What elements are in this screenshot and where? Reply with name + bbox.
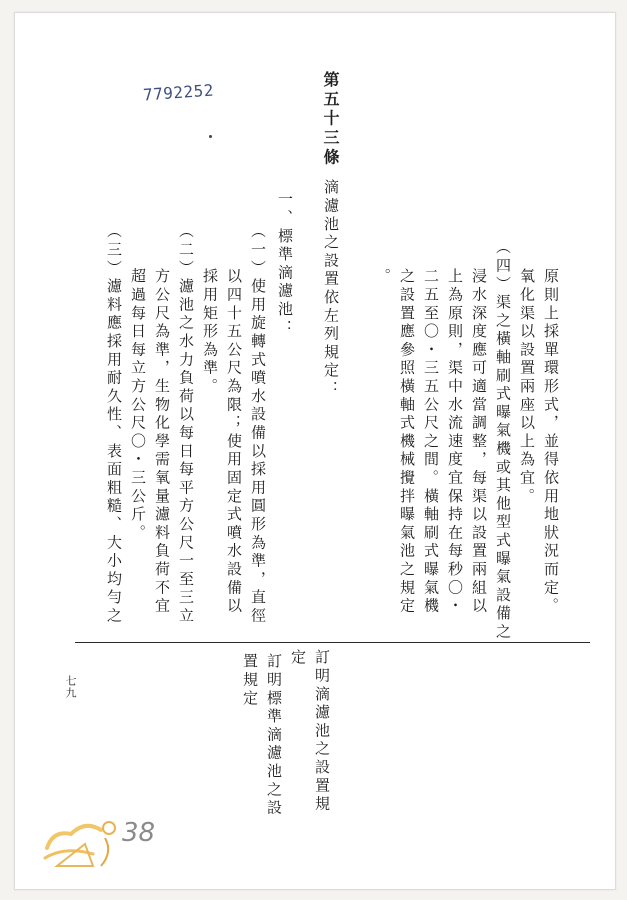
note-column: 置規定 bbox=[241, 653, 259, 708]
text-column: 以四十五公尺為限；使用固定式噴水設備以 bbox=[225, 268, 243, 616]
text-column: 。 bbox=[374, 268, 392, 287]
handwritten-mark: 38 bbox=[122, 818, 156, 848]
note-column: 訂明標準滴濾池之設 bbox=[265, 653, 283, 818]
article-heading: 第五十三條 bbox=[321, 71, 340, 168]
section-heading: 一、標準滴濾池： bbox=[276, 191, 294, 338]
text-column: 上為原則，渠中水流速度宜保持在每秒〇・ bbox=[446, 268, 464, 616]
text-column: 採用矩形為準。 bbox=[201, 268, 219, 397]
text-column: 二五至〇・三五公尺之間。橫軸刷式曝氣機 bbox=[422, 268, 440, 616]
text-column: （三）濾料應採用耐久性、表面粗糙、大小均勻之 bbox=[105, 223, 123, 626]
archive-stamp-number: 7792252 bbox=[142, 80, 215, 105]
document-page bbox=[14, 12, 616, 890]
text-column: （二）濾池之水力負荷以每日每平方公尺一至三立 bbox=[177, 223, 195, 626]
text-column: 方公尺為準，生物化學需氧量濾料負荷不宜 bbox=[153, 268, 171, 616]
text-column: （四）渠之橫軸刷式曝氣機或其他型式曝氣設備之 bbox=[494, 239, 512, 642]
text-column: 浸水深度應可適當調整，每渠以設置兩組以 bbox=[470, 268, 488, 616]
note-column: 定 bbox=[289, 649, 307, 668]
note-column: 訂明滴濾池之設置規 bbox=[313, 649, 331, 814]
article-title: 滴濾池之設置依左列規定： bbox=[322, 179, 340, 399]
page-number: 七九 bbox=[64, 675, 77, 699]
library-watermark-logo bbox=[35, 808, 135, 882]
text-column: 原則上採單環形式，並得依用地狀況而定。 bbox=[542, 268, 560, 616]
divider-line bbox=[75, 642, 590, 643]
text-column: 之設置應參照橫軸式機械攪拌曝氣池之規定 bbox=[398, 268, 416, 616]
ink-speck bbox=[209, 135, 212, 138]
text-column: 超過每日每立方公尺〇・三公斤。 bbox=[129, 268, 147, 543]
text-column: （一）使用旋轉式噴水設備以採用圓形為準，直徑 bbox=[249, 223, 267, 626]
text-column: 氧化渠以設置兩座以上為宜。 bbox=[518, 268, 536, 506]
